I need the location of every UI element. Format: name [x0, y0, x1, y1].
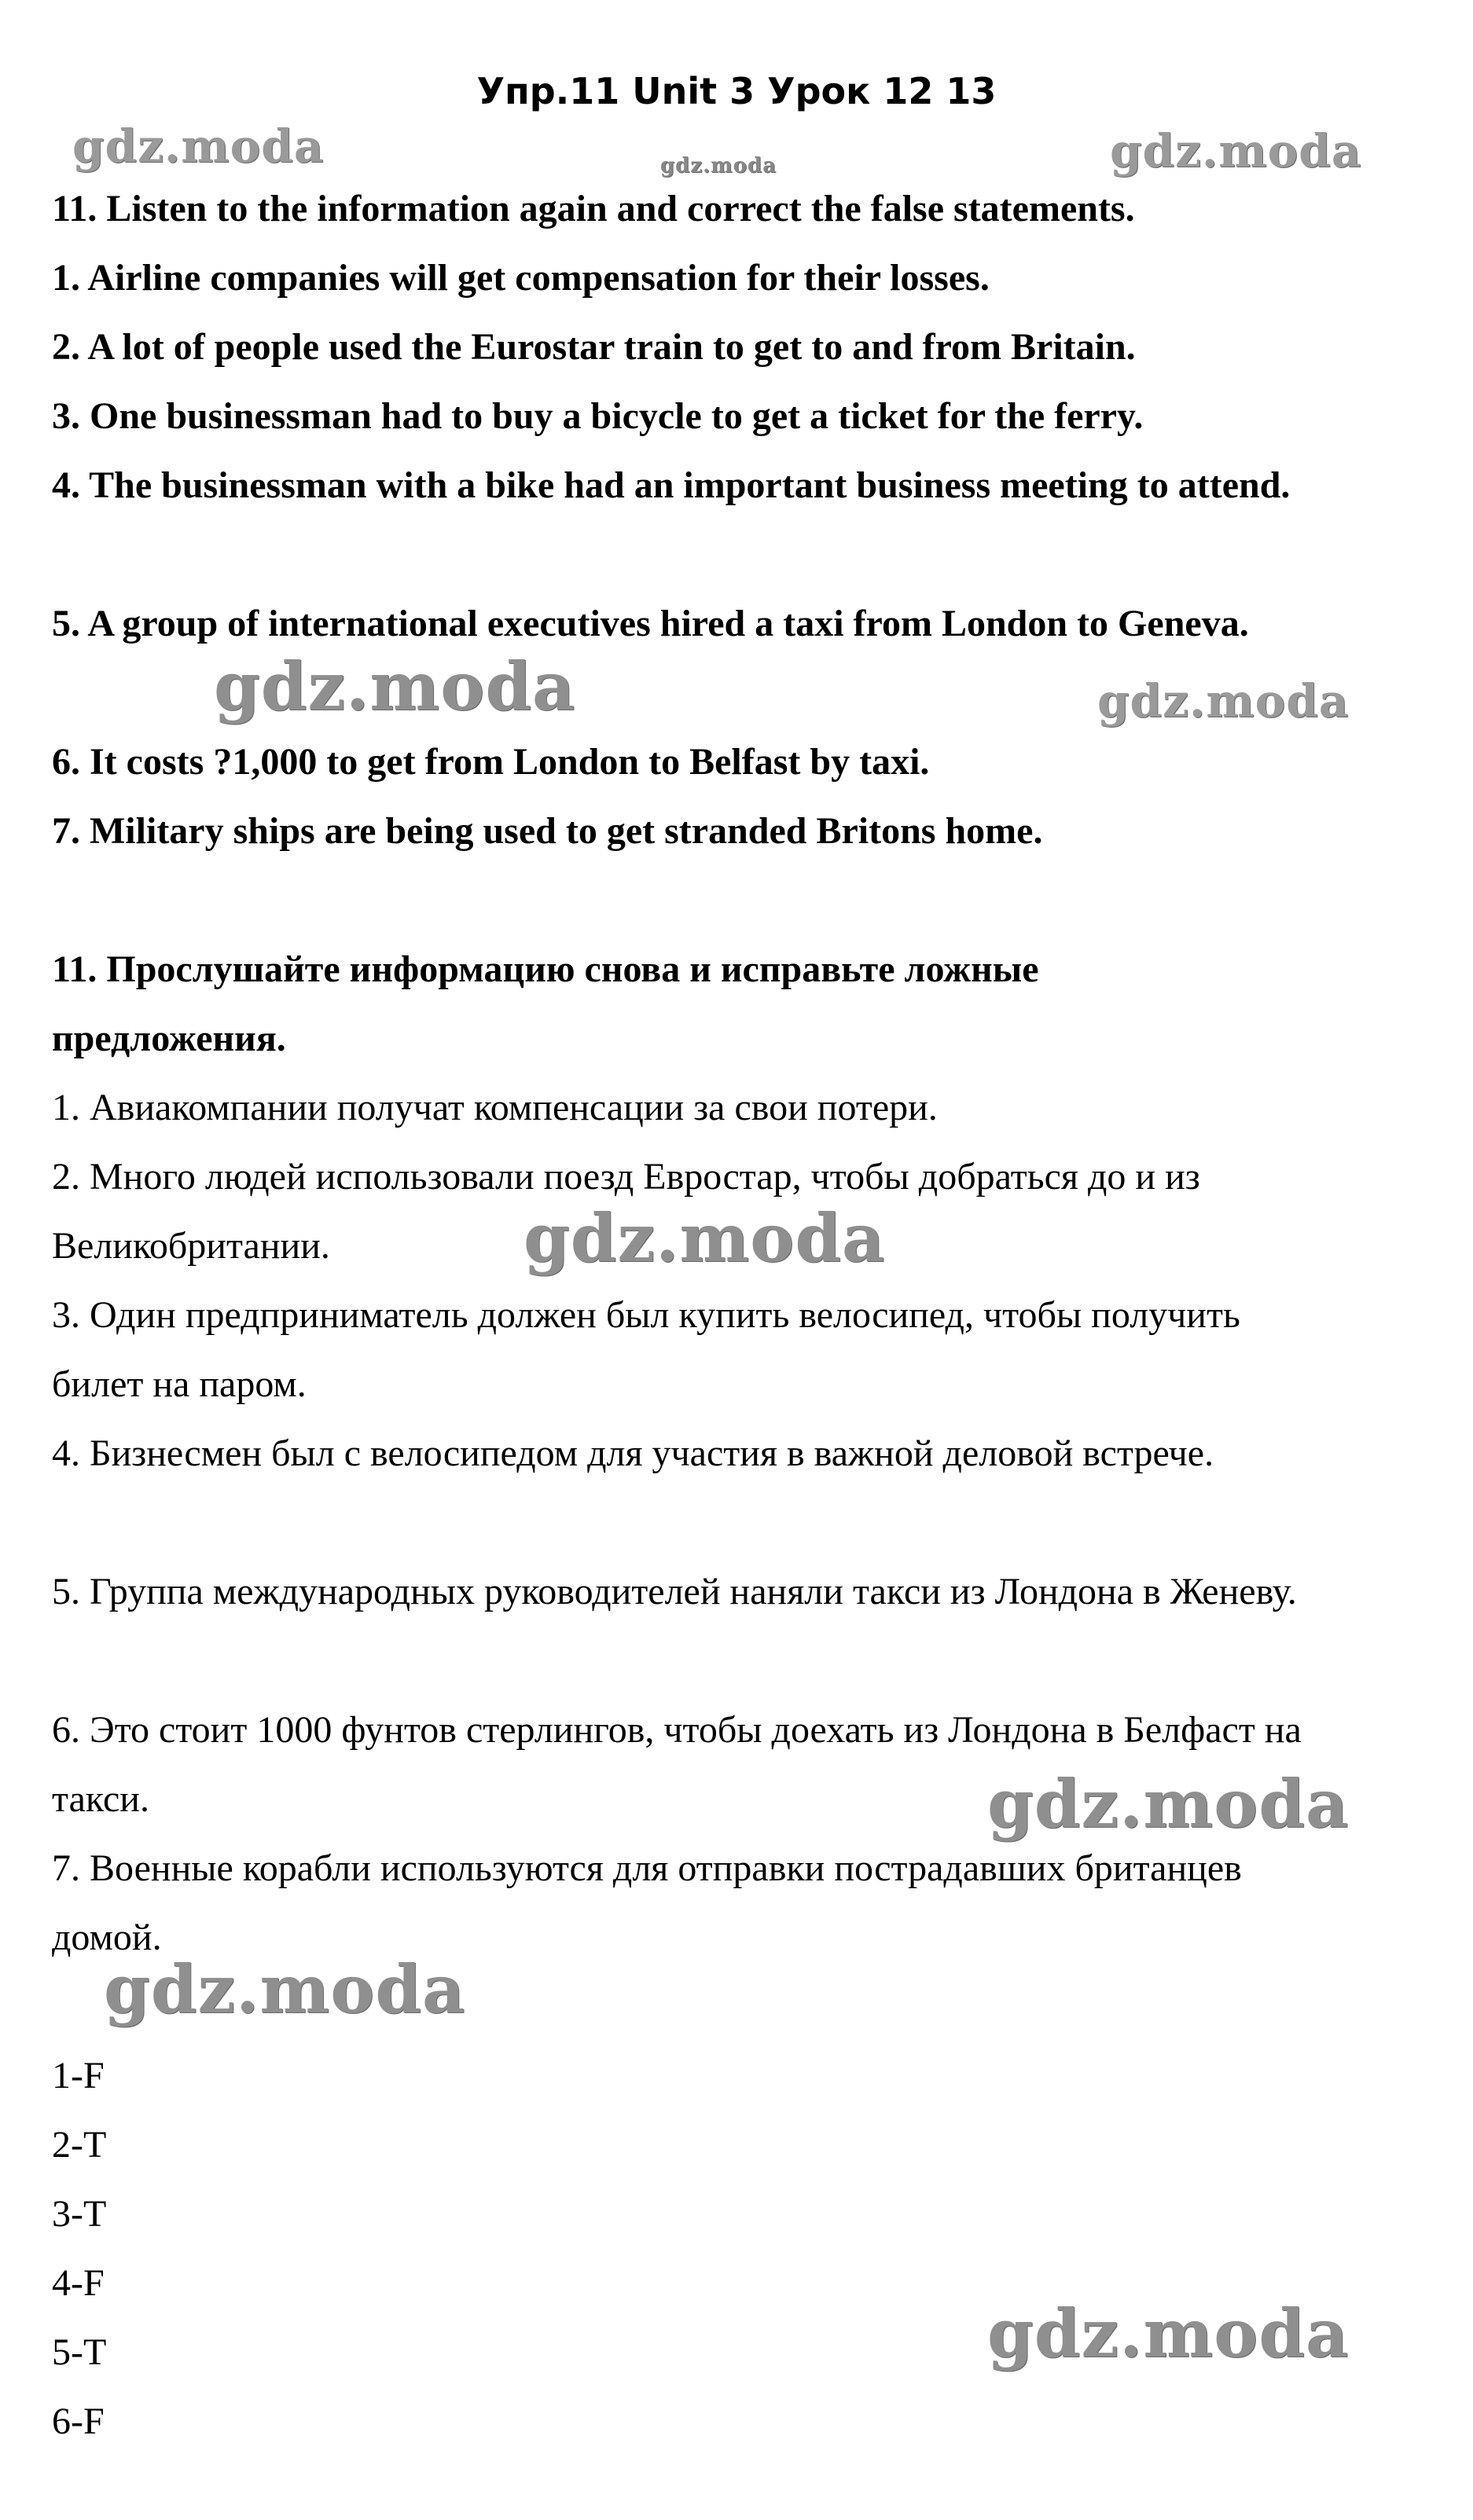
page-title: Упр.11 Unit 3 Урок 12 13 — [476, 70, 997, 112]
answer-5: 5-T — [52, 2331, 107, 2373]
watermark: gdz.moda — [104, 1950, 466, 2028]
english-item-1: 1. Airline companies will get compensation for their losses. — [52, 257, 990, 299]
russian-item-7: 7. Военные корабли используются для отправки пострадавших британцев домой. — [52, 1847, 1242, 1958]
watermark: gdz.moda — [660, 154, 777, 178]
answer-4: 4-F — [52, 2262, 105, 2304]
answer-1: 1-F — [52, 2055, 105, 2096]
russian-item-3: 3. Один предприниматель должен был купить велосипед, чтобы получить билет на паром. — [52, 1294, 1240, 1405]
watermark: gdz.moda — [987, 1765, 1350, 1843]
english-item-3: 3. One businessman had to buy a bicycle to get a ticket for the ferry. — [52, 395, 1144, 437]
watermark: gdz.moda — [987, 2294, 1350, 2372]
russian-heading: 11. Прослушайте информацию снова и исправьте ложные предложения. — [52, 948, 1039, 1059]
english-item-7: 7. Military ships are being used to get stranded Britons home. — [52, 810, 1043, 852]
russian-item-6: 6. Это стоит 1000 фунтов стерлингов, чтобы доехать из Лондона в Белфаст на такси. — [52, 1709, 1302, 1820]
english-item-5: 5. A group of international executives hired a taxi from London to Geneva. — [52, 603, 1249, 644]
english-item-2: 2. A lot of people used the Eurostar train to get to and from Britain. — [52, 326, 1136, 368]
russian-item-2: 2. Много людей использовали поезд Евростар, чтобы добраться до и из Великобритании. — [52, 1156, 1200, 1267]
watermark: gdz.moda — [214, 647, 576, 725]
russian-item-4: 4. Бизнесмен был с велосипедом для участия в важной деловой встрече. — [52, 1432, 1214, 1474]
answer-3: 3-T — [52, 2193, 107, 2235]
english-heading: 11. Listen to the information again and correct the false statements. — [52, 188, 1135, 229]
watermark: gdz.moda — [72, 119, 325, 173]
english-item-4: 4. The businessman with a bike had an important business meeting to attend. — [52, 464, 1291, 506]
russian-item-5: 5. Группа международных руководителей наняли такси из Лондона в Женеву. — [52, 1571, 1297, 1612]
watermark: gdz.moda — [523, 1199, 886, 1277]
answer-2: 2-T — [52, 2124, 107, 2166]
answer-6: 6-F — [52, 2401, 105, 2442]
watermark: gdz.moda — [1110, 124, 1362, 178]
russian-item-1: 1. Авиакомпании получат компенсации за свои потери. — [52, 1087, 938, 1128]
watermark: gdz.moda — [1097, 674, 1350, 728]
english-item-6: 6. It costs ?1,000 to get from London to Belfast by taxi. — [52, 741, 930, 783]
